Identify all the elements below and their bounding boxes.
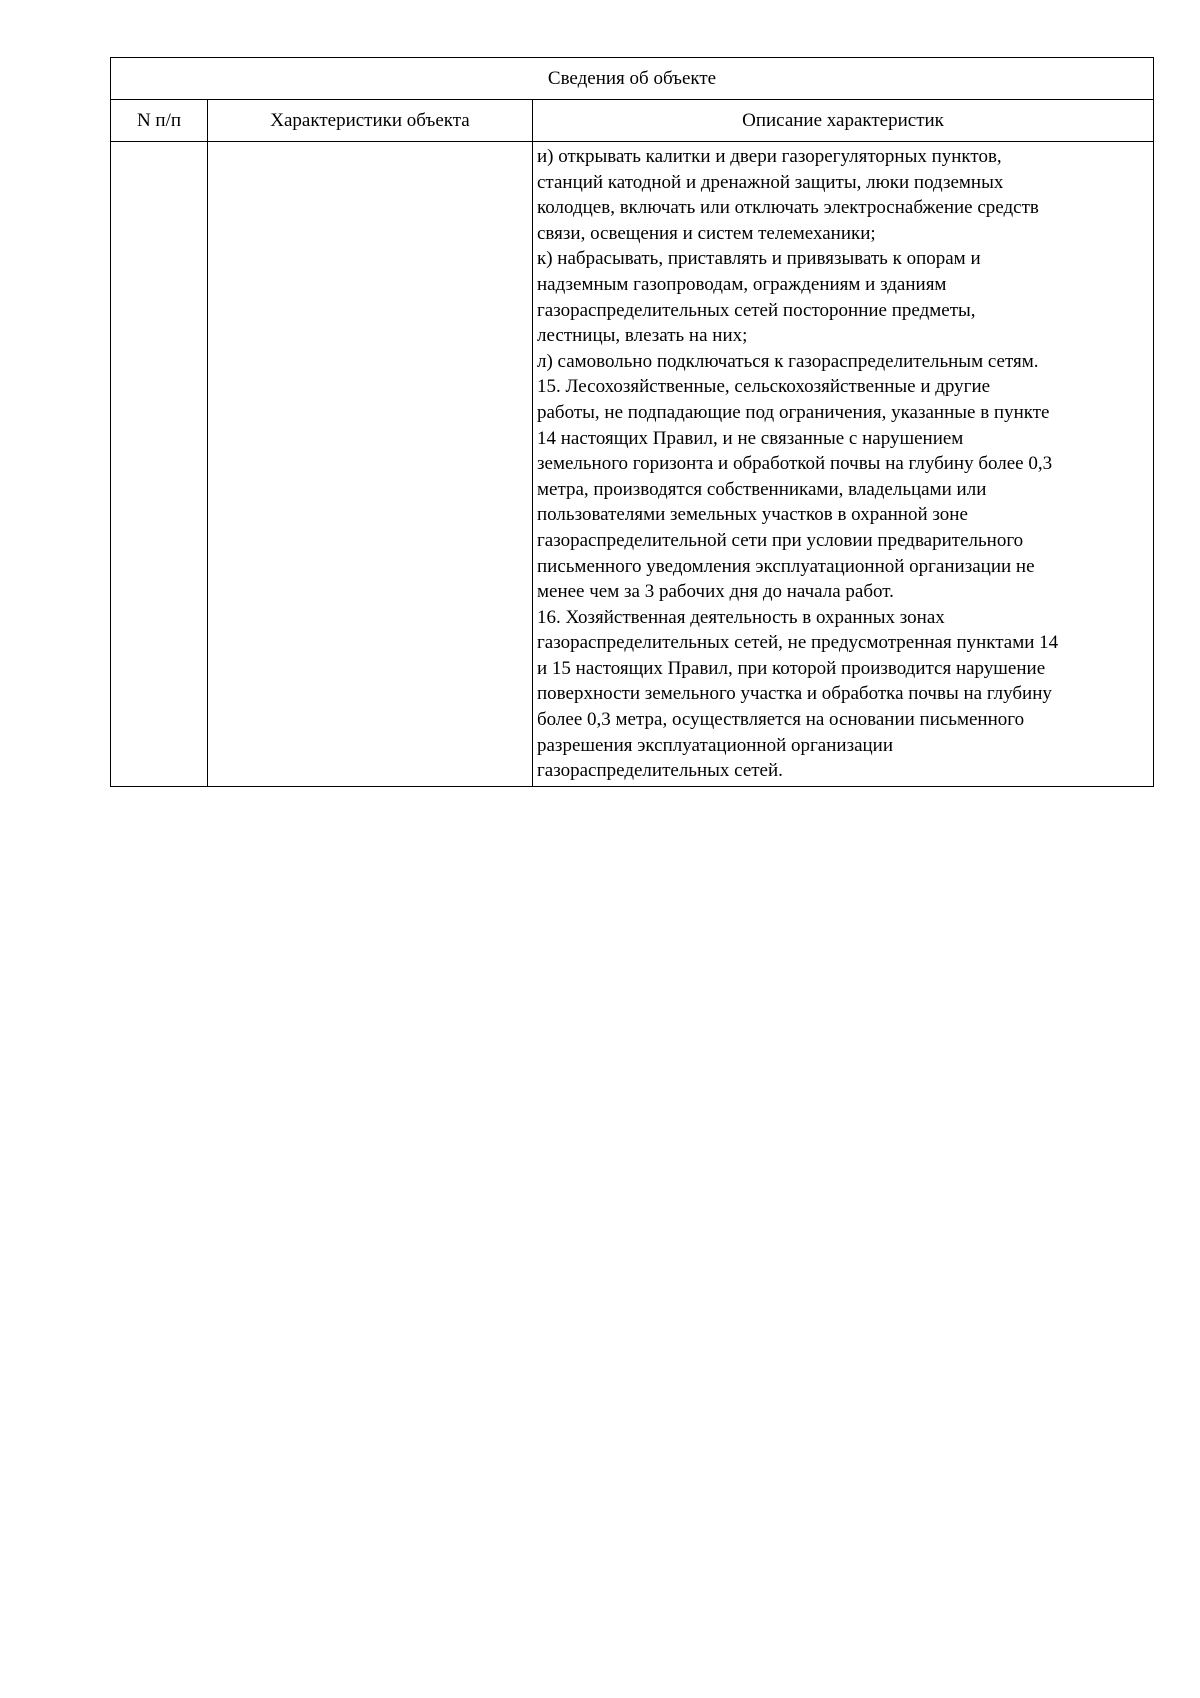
description-line: и 15 настоящих Правил, при которой производится нарушение bbox=[537, 657, 1046, 679]
description-line: колодцев, включать или отключать электроснабжение средств bbox=[537, 197, 1039, 219]
description-line: газораспределительной сети при условии предварительного bbox=[537, 529, 1024, 551]
table-header-row bbox=[111, 100, 1154, 142]
description-line: надземным газопроводам, ограждениям и зданиям bbox=[537, 273, 947, 295]
description-line: связи, освещения и систем телемеханики; bbox=[537, 222, 876, 244]
column-header-description: Описание характеристик bbox=[533, 100, 1154, 142]
description-line: более 0,3 метра, осуществляется на основании письменного bbox=[537, 709, 1025, 731]
description-line: газораспределительных сетей посторонние предметы, bbox=[537, 299, 976, 321]
description-line: и) открывать калитки и двери газорегуляторных пунктов, bbox=[537, 146, 1002, 167]
column-header-number: N п/п bbox=[111, 100, 208, 142]
table-title: Сведения об объекте bbox=[111, 58, 1154, 100]
description-line: 15. Лесохозяйственные, сельскохозяйственные и другие bbox=[537, 376, 991, 398]
description-line: поверхности земельного участка и обработка почвы на глубину bbox=[537, 683, 1052, 705]
description-line: газораспределительных сетей. bbox=[537, 760, 783, 782]
description-line: л) самовольно подключаться к газораспределительным сетям. bbox=[537, 350, 1039, 372]
description-line: 14 настоящих Правил, и не связанные с нарушением bbox=[537, 427, 964, 449]
description-line: письменного уведомления эксплуатационной организации не bbox=[537, 555, 1035, 577]
row-characteristic-cell bbox=[208, 142, 533, 787]
description-line: лестницы, влезать на них; bbox=[537, 325, 748, 347]
description-line: 16. Хозяйственная деятельность в охранных зонах bbox=[537, 606, 945, 628]
column-header-characteristics: Характеристики объекта bbox=[208, 100, 533, 142]
description-line: к) набрасывать, приставлять и привязывать к опорам и bbox=[537, 248, 981, 270]
table-row bbox=[111, 142, 1154, 787]
description-line: работы, не подпадающие под ограничения, указанные в пункте bbox=[537, 401, 1050, 423]
description-line: земельного горизонта и обработкой почвы на глубину более 0,3 bbox=[537, 453, 1053, 475]
description-line: станций катодной и дренажной защиты, люки подземных bbox=[537, 171, 1004, 193]
table-title-row bbox=[111, 58, 1154, 100]
description-line: разрешения эксплуатационной организации bbox=[537, 734, 894, 756]
row-number-cell bbox=[111, 142, 208, 787]
description-line: пользователями земельных участков в охранной зоне bbox=[537, 504, 968, 526]
description-line: газораспределительных сетей, не предусмотренная пунктами 14 bbox=[537, 632, 1059, 654]
description-line: менее чем за 3 рабочих дня до начала работ. bbox=[537, 581, 894, 603]
object-info-table bbox=[110, 57, 1154, 787]
description-line: метра, производятся собственниками, владельцами или bbox=[537, 478, 987, 500]
row-description-cell bbox=[533, 142, 1154, 787]
